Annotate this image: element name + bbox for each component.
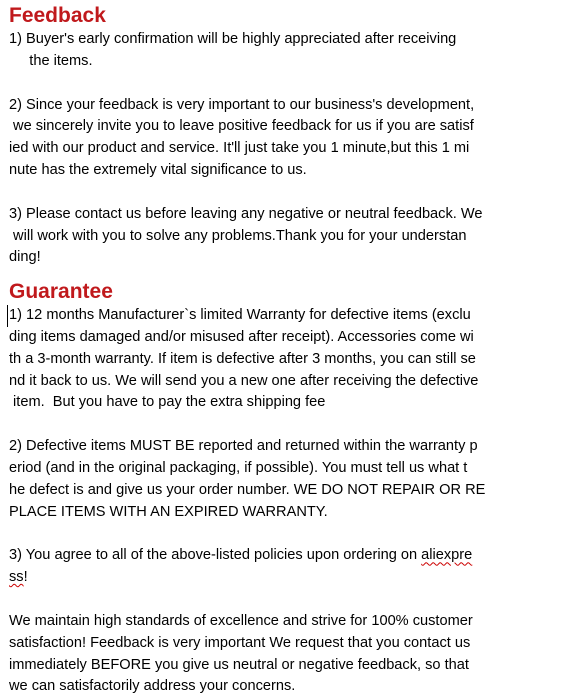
guarantee-paragraph-4 xyxy=(9,611,579,698)
text-line: we sincerely invite you to leave positive feedback for us if you are satisf xyxy=(9,118,474,135)
spellcheck-word: aliexpre xyxy=(421,547,473,564)
text-line: ding! xyxy=(9,249,41,266)
text-line: item. But you have to pay the extra shipping fee xyxy=(9,394,326,411)
text-line: nute has the extremely vital significance to us. xyxy=(9,161,307,178)
guarantee-heading: Guarantee xyxy=(9,280,113,304)
text-line: satisfaction! Feedback is very important We request that you contact us xyxy=(9,634,471,651)
feedback-paragraph-3 xyxy=(9,204,579,269)
text-line xyxy=(9,545,579,567)
text-segment: 3) You agree to all of the above-listed policies upon ordering on xyxy=(9,547,422,564)
feedback-paragraph-2 xyxy=(9,95,579,182)
spellcheck-word: ss xyxy=(9,569,24,586)
text-line: eriod (and in the original packaging, if possible). You must tell us what t xyxy=(9,459,468,476)
text-line: th a 3-month warranty. If item is defective after 3 months, you can still se xyxy=(9,350,476,367)
text-line: we can satisfactorily address your concerns. xyxy=(9,678,296,695)
text-line: nd it back to us. We will send you a new one after receiving the defective xyxy=(9,372,479,389)
feedback-paragraph-1 xyxy=(9,29,579,73)
text-line: 1) Buyer's early confirmation will be highly appreciated after receiving xyxy=(9,31,457,47)
text-line: 2) Defective items MUST BE reported and returned within the warranty p xyxy=(9,438,478,455)
text-line: ied with our product and service. It'll just take you 1 minute,but this 1 mi xyxy=(9,140,470,157)
feedback-heading: Feedback xyxy=(9,4,106,27)
text-line: 3) Please contact us before leaving any negative or neutral feedback. We xyxy=(9,205,483,222)
guarantee-paragraph-3 xyxy=(9,545,579,589)
text-line: 1) 12 months Manufacturer`s limited Warranty for defective items (exclu xyxy=(7,305,579,327)
text-line: 2) Since your feedback is very important to our business's development, xyxy=(9,96,475,113)
text-line: ding items damaged and/or misused after receipt). Accessories come wi xyxy=(9,328,474,345)
text-line: will work with you to solve any problems.Thank you for your understan xyxy=(9,227,467,244)
text-line: the items. xyxy=(9,52,93,69)
guarantee-paragraph-2 xyxy=(9,436,579,523)
text-line: PLACE ITEMS WITH AN EXPIRED WARRANTY. xyxy=(9,503,328,520)
text-line: We maintain high standards of excellence and strive for 100% customer xyxy=(9,612,473,629)
guarantee-paragraph-1 xyxy=(9,305,579,414)
text-segment: ! xyxy=(23,569,28,586)
text-line xyxy=(9,567,579,589)
text-line: immediately BEFORE you give us neutral or negative feedback, so that xyxy=(9,656,469,673)
text-line: he defect is and give us your order number. WE DO NOT REPAIR OR RE xyxy=(9,481,486,498)
